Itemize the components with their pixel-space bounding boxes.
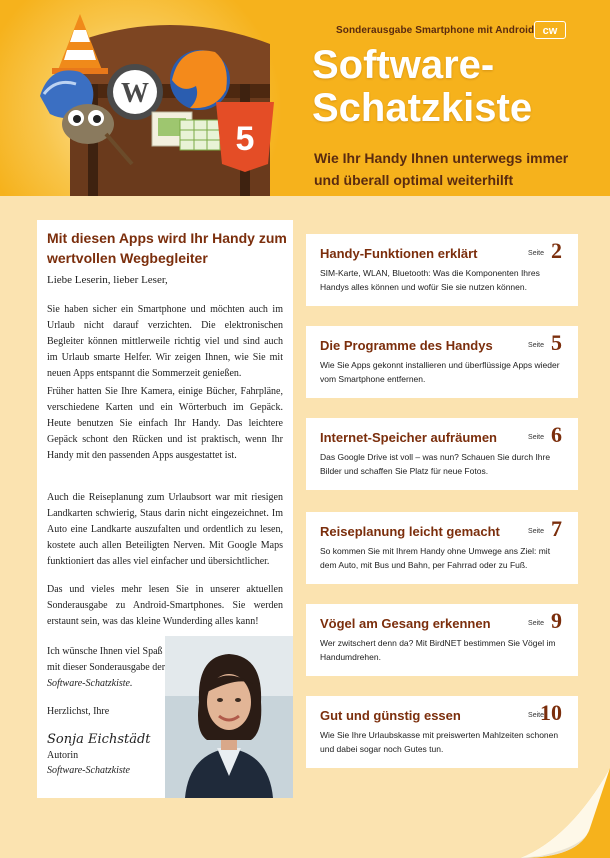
toc-item-title: Gut und günstig essen: [320, 708, 461, 723]
closing-line-3: Software-Schatzkiste.: [47, 678, 133, 689]
cw-logo: cw: [534, 21, 566, 39]
toc-item-title: Internet-Speicher aufräumen: [320, 430, 497, 445]
html5-icon: [216, 102, 274, 172]
toc-item-title: Die Programme des Handys: [320, 338, 493, 353]
firefox-icon: [170, 50, 230, 110]
svg-text:W: W: [121, 78, 149, 109]
treasure-chest-illustration: [40, 14, 290, 196]
tagline-line-1: Wie Ihr Handy Ihnen unterwegs immer: [314, 150, 569, 166]
letter-greeting: Herzlichst, Ihre: [47, 706, 110, 717]
letter-heading: Mit diesen Apps wird Ihr Handy zum wertvollen Wegbegleiter: [47, 230, 287, 266]
author-photo: [165, 636, 293, 798]
toc-item-seite: Seite: [528, 342, 544, 349]
toc-item-page: 10: [540, 700, 562, 725]
magazine-title: [312, 44, 532, 130]
toc-item-title: Vögel am Gesang erkennen: [320, 616, 491, 631]
toc-item-desc: Das Google Drive ist voll – was nun? Schauen Sie durch Ihre Bilder und schaffen Sie Platz für neue Fotos.: [320, 452, 551, 476]
toc-item-page: 6: [551, 422, 562, 447]
letter-paragraph: Das und vieles mehr lesen Sie in unserer aktuellen Sonderausgabe zu Android-Smartphones. Sie werden erstaunt sein, was das kleine Wunderding alles kann!: [47, 584, 283, 627]
toc-item-seite: Seite: [528, 712, 544, 719]
letter-paragraph: Früher hatten Sie Ihre Kamera, einige Bücher, Fahrpläne, verschiedene Karten und ein Wörterbuch im Gepäck. Heute benutzen Sie einfach Ihr Handy. Das leichtere Gepäck schont den Rücken und ist praktisch, wenn Ihr Handy mit den passenden Apps ausgestattet ist.: [47, 386, 283, 461]
closing-line-2: mit dieser Sonderausgabe der: [47, 662, 166, 673]
letter-paragraph: Auch die Reiseplanung zum Urlaubsort war mit riesigen Landkarten schwierig, Staus darin nicht eingezeichnet. Im Auto eine Landkarte auszufalten und ordentlich zu lesen, kostete auch allen Beteiligten Nerven. Mit Google Maps funktioniert das alles viel einfacher und übersichtlicher.: [47, 492, 283, 567]
toc-item-desc: SIM-Karte, WLAN, Bluetooth: Was die Komponenten Ihres Handys alles können und wofür Sie sie nutzen können.: [320, 268, 540, 292]
header-banner: [0, 0, 610, 196]
tagline-line-2: und überall optimal weiterhilft: [314, 172, 514, 188]
author-signature: Sonja Eichstädt: [47, 732, 151, 747]
toc-item-title: Handy-Funktionen erklärt: [320, 246, 478, 261]
letter-paragraph: Sie haben sicher ein Smartphone und möchten auch im Urlaub nicht darauf verzichten. Die elektronischen Begleiter können mittlerweile richtig viel und sind auch im Urlaub smarte Helfer. Wir zeigen Ihnen, wie Sie mit neuen Apps entspannt die Sommerzeit genießen.: [47, 304, 283, 379]
magazine-tagline: [314, 147, 568, 191]
toc-item-title: Reiseplanung leicht gemacht: [320, 524, 500, 539]
toc-item-seite: Seite: [528, 620, 544, 627]
closing-line-1: Ich wünsche Ihnen viel Spaß: [47, 646, 163, 657]
toc-item[interactable]: [306, 696, 578, 768]
toc-item-page: 5: [551, 330, 562, 355]
toc-item[interactable]: [306, 326, 578, 398]
editorial-letter: [37, 220, 293, 798]
author-publication: Software-Schatzkiste: [47, 765, 130, 776]
edition-subtitle: Sonderausgabe Smartphone mit Android: [336, 25, 535, 36]
chest-lid: [70, 25, 270, 84]
toc-item-seite: Seite: [528, 250, 544, 257]
toc-item[interactable]: [306, 418, 578, 490]
toc-item-page: 7: [551, 516, 562, 541]
toc-item-desc: Wer zwitschert denn da? Mit BirdNET bestimmen Sie Vögel im Handumdrehen.: [320, 638, 556, 662]
toc-item[interactable]: [306, 234, 578, 306]
title-line-1: Software-: [312, 43, 495, 87]
svg-text:5: 5: [235, 120, 255, 158]
author-role: Autorin: [47, 750, 79, 761]
toc-item-page: 9: [551, 608, 562, 633]
toc-item-desc: So kommen Sie mit Ihrem Handy ohne Umwege ans Ziel: mit dem Auto, mit Bus und Bahn, per Fahrrad oder zu Fuß.: [320, 546, 551, 570]
page-curl: [520, 768, 610, 858]
toc-item[interactable]: [306, 604, 578, 676]
title-line-2: Schatzkiste: [312, 86, 533, 130]
letter-salutation: Liebe Leserin, lieber Leser,: [47, 274, 168, 286]
toc-item-page: 2: [551, 238, 562, 263]
toc-item-seite: Seite: [528, 528, 544, 535]
toc-item-desc: Wie Sie Ihre Urlaubskasse mit preiswerten Mahlzeiten schonen und dabei sogar noch Gutes tun.: [320, 730, 559, 754]
toc-item-desc: Wie Sie Apps gekonnt installieren und überflüssige Apps wieder vom Smartphone entfernen.: [320, 360, 560, 384]
toc-item[interactable]: [306, 512, 578, 584]
toc-item-seite: Seite: [528, 434, 544, 441]
